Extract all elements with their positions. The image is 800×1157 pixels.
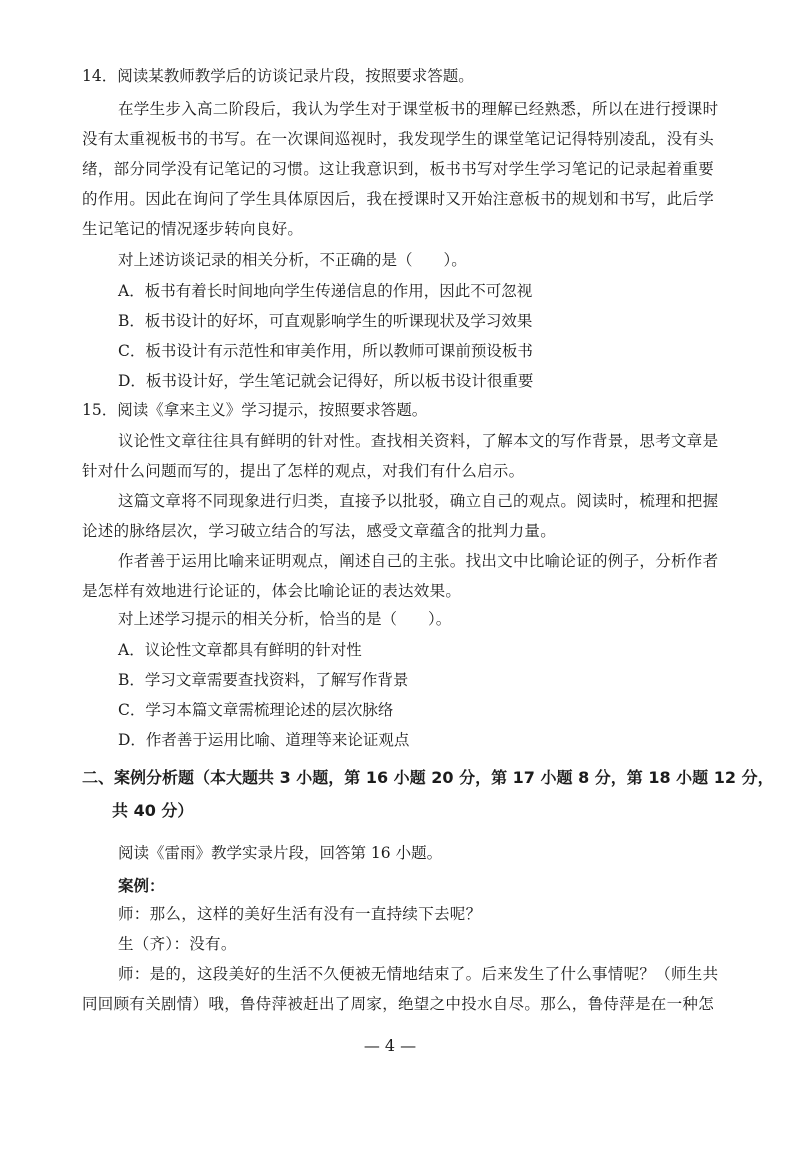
q15-passage-line: 作者善于运用比喻来证明观点，阐述自己的主张。找出文中比喻论证的例子，分析作者: [118, 552, 719, 570]
dialogue-line: 生（齐）：没有。: [118, 935, 237, 953]
q14-option-c: C．板书设计有示范性和审美作用，所以教师可课前预设板书: [118, 342, 533, 360]
q15-option-c: C．学习本篇文章需梳理论述的层次脉络: [118, 701, 394, 719]
q15-stem: 15．阅读《拿来主义》学习提示，按照要求答题。: [82, 401, 428, 419]
section-heading-cont: 共 40 分）: [112, 801, 194, 820]
q15-option-b: B．学习文章需要查找资料，了解写作背景: [118, 671, 409, 689]
dialogue-line: 师：是的，这段美好的生活不久便被无情地结束了。后来发生了什么事情呢？（师生共: [118, 965, 719, 983]
q15-question: 对上述学习提示的相关分析，恰当的是（ ）。: [118, 610, 452, 628]
q15-passage-line: 论述的脉络层次，学习破立结合的写法，感受文章蕴含的批判力量。: [82, 522, 557, 540]
page-number: — 4 —: [363, 1036, 417, 1055]
q14-stem: 14．阅读某教师教学后的访谈记录片段，按照要求答题。: [82, 67, 474, 85]
dialogue-line: 师：那么，这样的美好生活有没有一直持续下去呢？: [118, 905, 482, 923]
q15-passage-line: 这篇文章将不同现象进行归类，直接予以批驳，确立自己的观点。阅读时，梳理和把握: [118, 492, 719, 510]
q15-option-d: D．作者善于运用比喻、道理等来论证观点: [118, 731, 410, 749]
case-intro: 阅读《雷雨》教学实录片段，回答第 16 小题。: [118, 844, 443, 862]
q15-option-a: A．议论性文章都具有鲜明的针对性: [118, 641, 362, 659]
q14-passage-line: 生记笔记的情况逐步转向良好。: [82, 220, 304, 238]
case-label: 案例：: [118, 877, 165, 895]
q14-passage-line: 在学生步入高二阶段后，我认为学生对于课堂板书的理解已经熟悉，所以在进行授课时: [118, 100, 719, 118]
q15-passage-line: 是怎样有效地进行论证的，体会比喻论证的表达效果。: [82, 582, 462, 600]
q14-option-a: A．板书有着长时间地向学生传递信息的作用，因此不可忽视: [118, 282, 533, 300]
q15-passage-line: 议论性文章往往具有鲜明的针对性。查找相关资料，了解本文的写作背景，思考文章是: [118, 432, 719, 450]
q14-passage-line: 绪，部分同学没有记笔记的习惯。这让我意识到，板书书写对学生学习笔记的记录起着重要: [82, 160, 715, 178]
dialogue-line: 同回顾有关剧情）哦，鲁侍萍被赶出了周家，绝望之中投水自尽。那么，鲁侍萍是在一种怎: [82, 995, 715, 1013]
q14-option-d: D．板书设计好，学生笔记就会记得好，所以板书设计很重要: [118, 372, 534, 390]
q14-passage-line: 没有太重视板书的书写。在一次课间巡视时，我发现学生的课堂笔记记得特别凌乱，没有头: [82, 130, 715, 148]
q15-passage-line: 针对什么问题而写的，提出了怎样的观点，对我们有什么启示。: [82, 462, 525, 480]
q14-option-b: B．板书设计的好坏，可直观影响学生的听课现状及学习效果: [118, 312, 533, 330]
q14-question: 对上述访谈记录的相关分析，不正确的是（ ）。: [118, 251, 467, 269]
section-heading: 二、案例分析题（本大题共 3 小题，第 16 小题 20 分，第 17 小题 8 分，第 18 小题 12 分，: [82, 768, 774, 787]
q14-passage-line: 的作用。因此在询问了学生具体原因后，我在授课时又开始注意板书的规划和书写，此后学: [82, 190, 715, 208]
